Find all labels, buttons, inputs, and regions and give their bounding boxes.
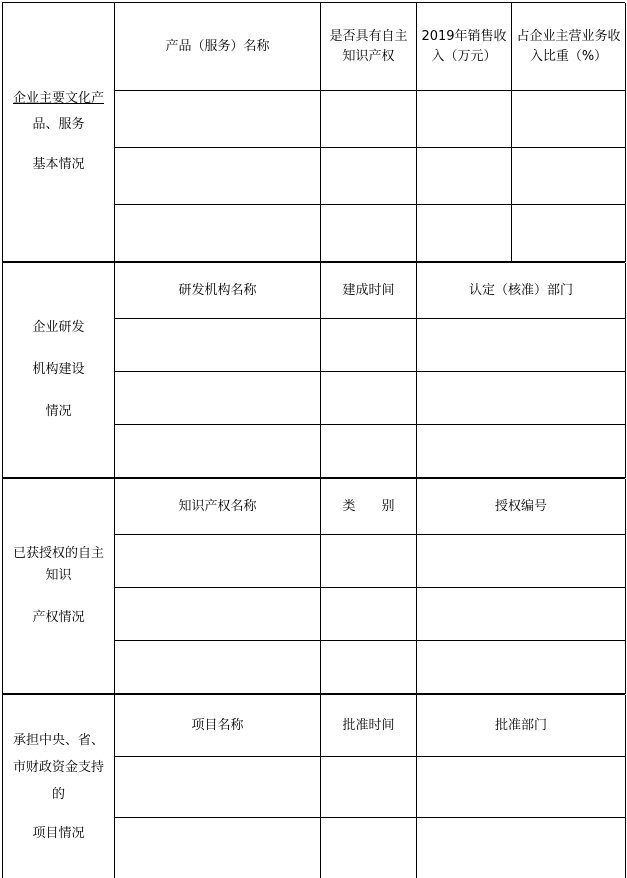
table-cell[interactable]	[115, 641, 321, 694]
table-cell[interactable]	[321, 205, 417, 262]
label-line: 基本情况	[32, 157, 85, 172]
table-cell[interactable]	[417, 641, 626, 694]
table-cell[interactable]	[115, 535, 321, 588]
table-cell[interactable]	[417, 91, 512, 148]
section-ip-label	[3, 479, 115, 694]
label-line: 知识	[45, 568, 72, 583]
table-cell[interactable]	[417, 372, 626, 425]
header-approval-department: 批准部门	[417, 695, 626, 757]
label-line: 企业研发	[32, 320, 85, 335]
section-products-label	[3, 3, 115, 262]
header-build-time: 建成时间	[321, 263, 417, 319]
label-line: 项目情况	[32, 825, 85, 841]
label-line: 市财政资金支持	[12, 759, 104, 775]
table-cell[interactable]	[512, 148, 626, 205]
table-cell[interactable]	[115, 818, 321, 878]
table-cell[interactable]	[321, 757, 417, 818]
section-rd-label	[3, 263, 115, 478]
section-projects-label	[3, 695, 115, 878]
table-cell[interactable]	[115, 148, 321, 205]
label-line: 已获授权的自主	[12, 546, 104, 561]
label-line: 品、服务	[32, 117, 85, 132]
header-sales-revenue: 2019年销售收入（万元）	[417, 3, 512, 91]
table-cell[interactable]	[115, 757, 321, 818]
table-cell[interactable]	[321, 425, 417, 478]
table-cell[interactable]	[321, 535, 417, 588]
section-rd-institution	[2, 262, 625, 478]
table-cell[interactable]	[417, 205, 512, 262]
header-rd-name: 研发机构名称	[115, 263, 321, 319]
table-cell[interactable]	[321, 818, 417, 878]
table-cell[interactable]	[512, 205, 626, 262]
header-product-name: 产品（服务）名称	[115, 3, 321, 91]
table-cell[interactable]	[417, 319, 626, 372]
table-cell[interactable]	[115, 205, 321, 262]
enterprise-info-form	[2, 2, 625, 878]
table-cell[interactable]	[512, 91, 626, 148]
table-cell[interactable]	[417, 588, 626, 641]
table-cell[interactable]	[321, 91, 417, 148]
label-line: 机构建设	[32, 362, 85, 377]
table-cell[interactable]	[321, 319, 417, 372]
table-cell[interactable]	[115, 425, 321, 478]
label-line: 的	[51, 786, 65, 802]
section-products	[2, 2, 625, 262]
header-ip-category: 类 别	[321, 479, 417, 535]
table-cell[interactable]	[417, 818, 626, 878]
table-cell[interactable]	[321, 148, 417, 205]
label-line: 承担中央、省、	[12, 732, 104, 748]
header-approval-dept: 认定（核准）部门	[417, 263, 626, 319]
table-cell[interactable]	[417, 148, 512, 205]
header-own-ip: 是否具有自主知识产权	[321, 3, 417, 91]
section-funded-projects	[2, 694, 625, 878]
header-approval-time: 批准时间	[321, 695, 417, 757]
table-cell[interactable]	[115, 91, 321, 148]
section-ip	[2, 478, 625, 694]
table-cell[interactable]	[115, 588, 321, 641]
table-cell[interactable]	[321, 641, 417, 694]
table-cell[interactable]	[115, 319, 321, 372]
table-cell[interactable]	[417, 757, 626, 818]
table-cell[interactable]	[321, 372, 417, 425]
table-cell[interactable]	[417, 425, 626, 478]
table-cell[interactable]	[115, 372, 321, 425]
header-project-name: 项目名称	[115, 695, 321, 757]
header-ip-name: 知识产权名称	[115, 479, 321, 535]
label-line: 产权情况	[32, 610, 85, 625]
table-cell[interactable]	[417, 535, 626, 588]
header-revenue-share: 占企业主营业务收入比重（%）	[512, 3, 626, 91]
label-line: 企业主要文化产	[12, 91, 104, 106]
table-cell[interactable]	[321, 588, 417, 641]
header-grant-number: 授权编号	[417, 479, 626, 535]
label-line: 情况	[45, 404, 72, 419]
